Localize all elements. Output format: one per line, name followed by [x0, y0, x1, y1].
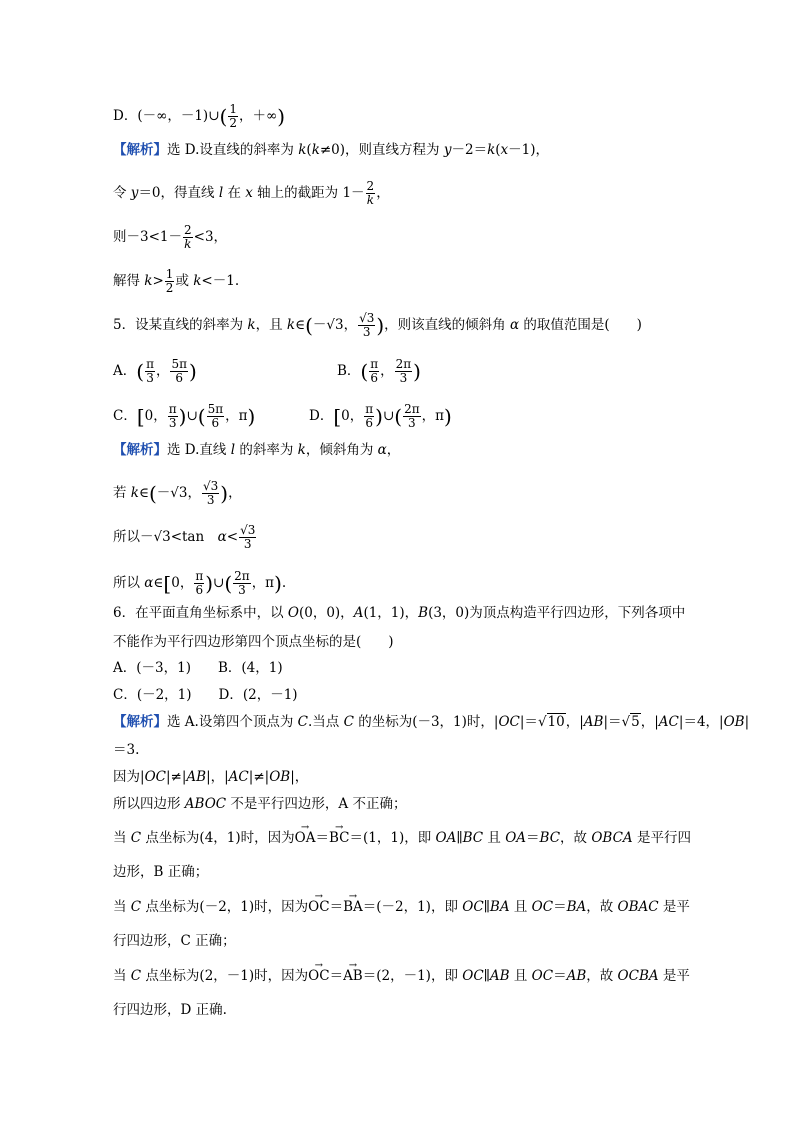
text-line-l18: ＝3. [113, 742, 140, 758]
text-line-l09: 【解析】选 D.直线 l 的斜率为 k，倾斜角为 α， [113, 442, 401, 458]
text-line-l06: 5．设某直线的斜率为 k，且 k∈(－√3， $\frac{√3}{3}$ )，则该直线的倾斜角 α 的取值范围是( ) [113, 311, 642, 340]
text-line-l13: 6．在平面直角坐标系中，以 O(0，0)，A(1，1)，B(3，0)为顶点构造平行四边形，下列各项中 [113, 605, 686, 621]
text-line-l19: 因为|OC|≠|AB|，|AC|≠|OB|， [113, 769, 309, 785]
text-line-l15: A．(－3，1) B．(4，1) [113, 660, 283, 676]
text-line-l14: 不能作为平行四边形第四个顶点坐标的是( ) [113, 634, 394, 650]
text-line-l16: C．(－2，1) D．(2，－1) [113, 687, 298, 703]
text-line-l01: D．(－∞，－1)∪( $\frac{1}{2}$ ，＋∞) [113, 102, 286, 131]
text-line-l17: 【解析】选 A.设第四个顶点为 C.当点 C 的坐标为(－3，1)时，|OC|＝√10，|AB|＝√5，|AC|＝4，|OB| [113, 714, 750, 730]
text-line-l07: A．( $\frac{\pi}{3}$ ， $\frac{5\pi}{6}$ ) [113, 357, 197, 386]
text-line-l25: 当 C 点坐标为(2，－1)时，因为→ OC＝→ AB＝(2，－1)，即 OC∥AB 且 OC＝AB，故 OCBA 是平 [113, 970, 690, 984]
text-line-l05: 解得 k> $\frac{1}{2}$ 或 k<－1. [113, 267, 240, 296]
q5-option-d: D．[0， $\frac{\pi}{6}$ )∪( $\frac{2\pi}{3}$ ，π) [309, 402, 452, 431]
text-line-l10: 若 k∈(－√3， $\frac{√3}{3}$ )， [113, 479, 242, 508]
text-line-l08: C．[0， $\frac{\pi}{3}$ )∪( $\frac{5\pi}{6}$ ，π) [113, 402, 256, 431]
text-line-l26: 行四边形，D 正确. [113, 1002, 227, 1018]
text-line-l03: 令 y＝0，得直线 l 在 x 轴上的截距为 1－ $\frac{2}{k}$ ， [113, 179, 390, 208]
text-line-l22: 边形，B 正确； [113, 864, 209, 880]
text-line-l24: 行四边形，C 正确； [113, 933, 236, 949]
text-line-l02: 【解析】选 D.设直线的斜率为 k(k≠0)，则直线方程为 y－2＝k(x－1)， [113, 142, 550, 158]
text-line-l21: 当 C 点坐标为(4，1)时，因为→ OA＝→ BC＝(1，1)，即 OA∥BC 且 OA＝BC，故 OBCA 是平行四 [113, 832, 691, 846]
text-line-l20: 所以四边形 ABOC 不是平行四边形，A 不正确； [113, 796, 407, 812]
text-line-l11: 所以－√3<tan α< $\frac{√3}{3}$ [113, 523, 256, 552]
q5-option-b: B．( $\frac{\pi}{6}$ ， $\frac{2\pi}{3}$ ) [337, 357, 421, 386]
text-line-l23: 当 C 点坐标为(－2，1)时，因为→ OC＝→ BA＝(－2，1)，即 OC∥BA 且 OC＝BA，故 OBAC 是平 [113, 901, 690, 915]
text-line-l04: 则－3<1－ $\frac{2}{k}$ <3， [113, 223, 228, 252]
text-line-l12: 所以 α∈[0， $\frac{\pi}{6}$ )∪( $\frac{2\pi}{3}$ ，π). [113, 569, 287, 598]
